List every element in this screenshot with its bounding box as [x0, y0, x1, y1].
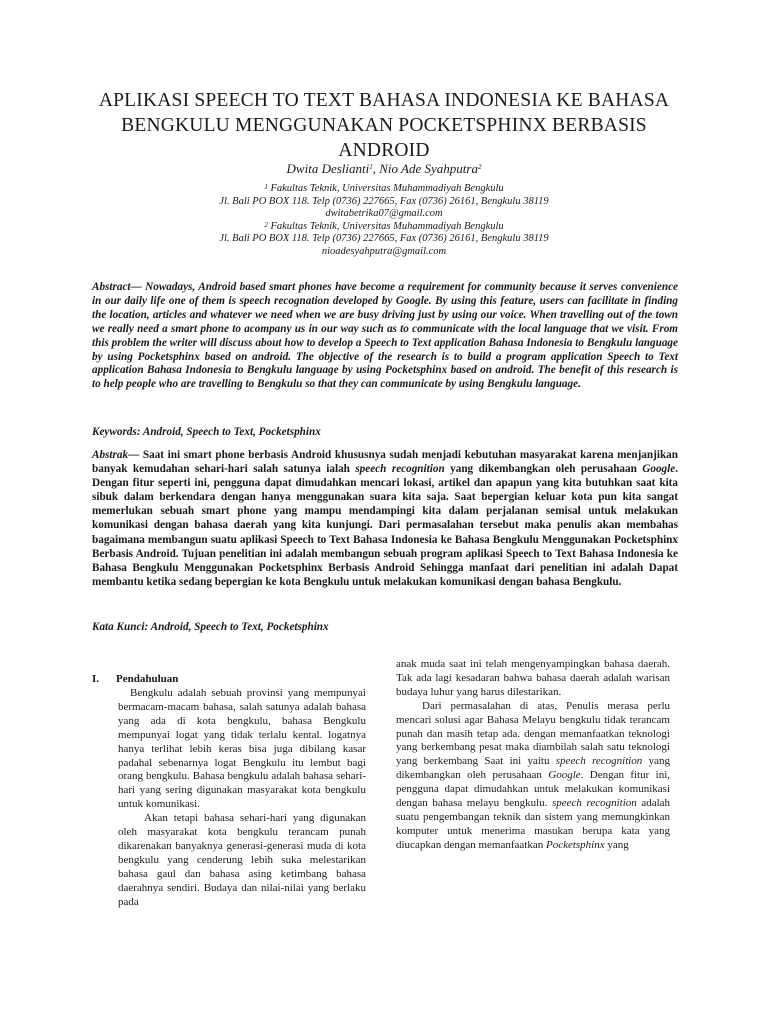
affiliation-1-address: Jl. Bali PO BOX 118. Telp (0736) 227665, Fax (0736) 26161, Bengkulu 38119: [219, 195, 549, 207]
affiliation-2-email: nioadesyahputra@gmail.com: [321, 245, 447, 257]
keywords-english: Keywords: Android, Speech to Text, Pocketsphinx: [92, 426, 321, 438]
left-column-body: [92, 687, 366, 910]
left-column: [92, 672, 366, 910]
section-number: I.: [92, 673, 100, 685]
author-2-sup: 2: [477, 163, 482, 171]
paragraph: anak muda saat ini telah mengenyampingkan bahasa daerah. Tak ada lagi kesadaran bahwa bahasa daerah adalah warisan budaya luhur yang harus dilestarikan.: [396, 658, 670, 698]
right-column: [396, 658, 670, 853]
affiliation-1-org: $^1$ Fakultas Teknik, Universitas Muhammadiyah Bengkulu: [264, 183, 504, 194]
author-separator: ,: [372, 161, 380, 176]
affiliation-2-address: Jl. Bali PO BOX 118. Telp (0736) 227665, Fax (0736) 26161, Bengkulu 38119: [219, 233, 549, 245]
paragraph: Dari permasalahan di atas, Penulis merasa perlu mencari solusi agar Bahasa Melayu bengkulu tidak terancam punah dan masih tetap ada. dengan memanfaatkan teknologi yang berkembang pesat maka diambilah salah satu teknologi yang berkembang Saat ini yaitu speech recognition yang dikembangkan oleh perusahaan Google. Dengan fitur ini, pengguna dapat dimudahkan untuk melakukan komunikasi dengan bahasa melayu bengkulu. speech recognition adalah suatu pengembangan teknik dan sistem yang memungkinkan komputer untuk menerima masukan berupa kata yang diucapkan dengan memanfaatkan Pocketsphinx yang: [396, 699, 671, 851]
paper-title: APLIKASI SPEECH TO TEXT BAHASA INDONESIA KE BAHASA BENGKULU MENGGUNAKAN POCKETSPHINX BERBASIS ANDROID: [98, 90, 670, 161]
abstract-english: [92, 281, 678, 392]
author-1-name: Dwita Deslianti: [286, 161, 370, 176]
abstract-english-text: — Nowadays, Android based smart phones have become a requirement for community because it serves convenience in our daily life one of them is speech recognation developed by Google. By using this feature, users can facilitate in finding the location, articles and whatever we need when we are busy driving just by using our voice. When travelling out of the town we really need a smart phone to acompany us in our way such as to communicate with the local language that we visit. From this problem the writer will discuss about how to develop a Speech to Text application Bahasa Indonesia to Bengkulu language by using Pocketsphinx based on android. The objective of the research is to build a program application Speech to Text application Bahasa Indonesia to Bengkulu language by using Pocketsphinx based on android. The benefit of this research is to help people who are travelling to Bengkulu so that they can communicate by using Bengkulu language.: [92, 281, 678, 391]
abstract-indonesian-label: Abstrak: [92, 449, 129, 461]
author-1-sup: 1: [369, 163, 373, 171]
author-line: [90, 160, 678, 178]
affiliation-2-org: $^2$ Fakultas Teknik, Universitas Muhammadiyah Bengkulu: [264, 220, 504, 232]
abstract-english-label: Abstract: [92, 281, 131, 293]
paragraph: Bengkulu adalah sebuah provinsi yang mempunyai bermacam-macam bahasa, salah satunya adalah bahasa yang ada di kota bengkulu, bahasa Bengkulu mempunyai logat yang tidak terlalu kental. logatnya hanya terlihat lebih keras bisa juga dibilang kasar padahal sebenarnya logat Bengkulu itu lembut bagi orang bengkulu. Bahasa bengkulu adalah bahasa sehari-hari yang sering digunakan masyarakat kota bengkulu untuk komunikasi.: [118, 687, 366, 811]
paragraph: Akan tetapi bahasa sehari-hari yang digunakan oleh masyarakat kota bengkulu terancam punah dikarenakan banyaknya generasi-generasi muda di kota bengkulu yang cenderung lebih suka melestarikan bahasa gaul dan bahasa asing ketimbang bahasa daerahnya sendiri. Budaya dan nilai-nilai yang berlaku pada: [118, 812, 366, 908]
affiliation-2-sup: 2: [264, 220, 268, 229]
affiliation-1-sup: 1: [264, 183, 268, 191]
affiliations: [150, 183, 618, 259]
section-heading: [92, 672, 366, 686]
abstract-indonesian: Abstrak— Saat ini smart phone berbasis Android khususnya sudah menjadi kebutuhan masyarakat karena menjanjikan banyak kemudahan sehari-hari salah satunya ialah speech recognition yang dikembangkan oleh perusahaan Google. Dengan fitur seperti ini, pengguna dapat dimudahkan mencari lokasi, artikel dan apapun yang kita butuhkan saat kita sibuk dalam berkendara dengan hanya menggunakan suara kita saja. Saat bepergian keluar kota pun kita sangat memerlukan sebuah smart phone yang mampu mendampingi kita dalam perjalanan semisal untuk melakukan komunikasi dengan bahasa daerah yang kita kunjungi. Dari permasalahan tersebut maka penulis akan membahas bagaimana membangun suatu aplikasi Speech to Text Bahasa Indonesia ke Bahasa Bengkulu Menggunakan Pocketsphinx Berbasis Android. Tujuan penelitian ini adalah membangun sebuah program aplikasi Speech to Text Bahasa Indonesia ke Bahasa Bengkulu Menggunakan Pocketsphinx Berbasis Android Sehingga manfaat dari penelitian ini adalah Dapat membantu ketika sedang bepergian ke kota Bengkulu untuk melakukan komunikasi dengan bahasa Bengkulu.: [92, 449, 679, 588]
keywords-indonesian: Kata Kunci: Android, Speech to Text, Pocketsphinx: [92, 621, 329, 633]
section-title: Pendahuluan: [116, 673, 179, 685]
author-2-name: Nio Ade Syahputra: [379, 161, 478, 176]
affiliation-1-email: dwitabetrika07@gmail.com: [325, 208, 443, 220]
